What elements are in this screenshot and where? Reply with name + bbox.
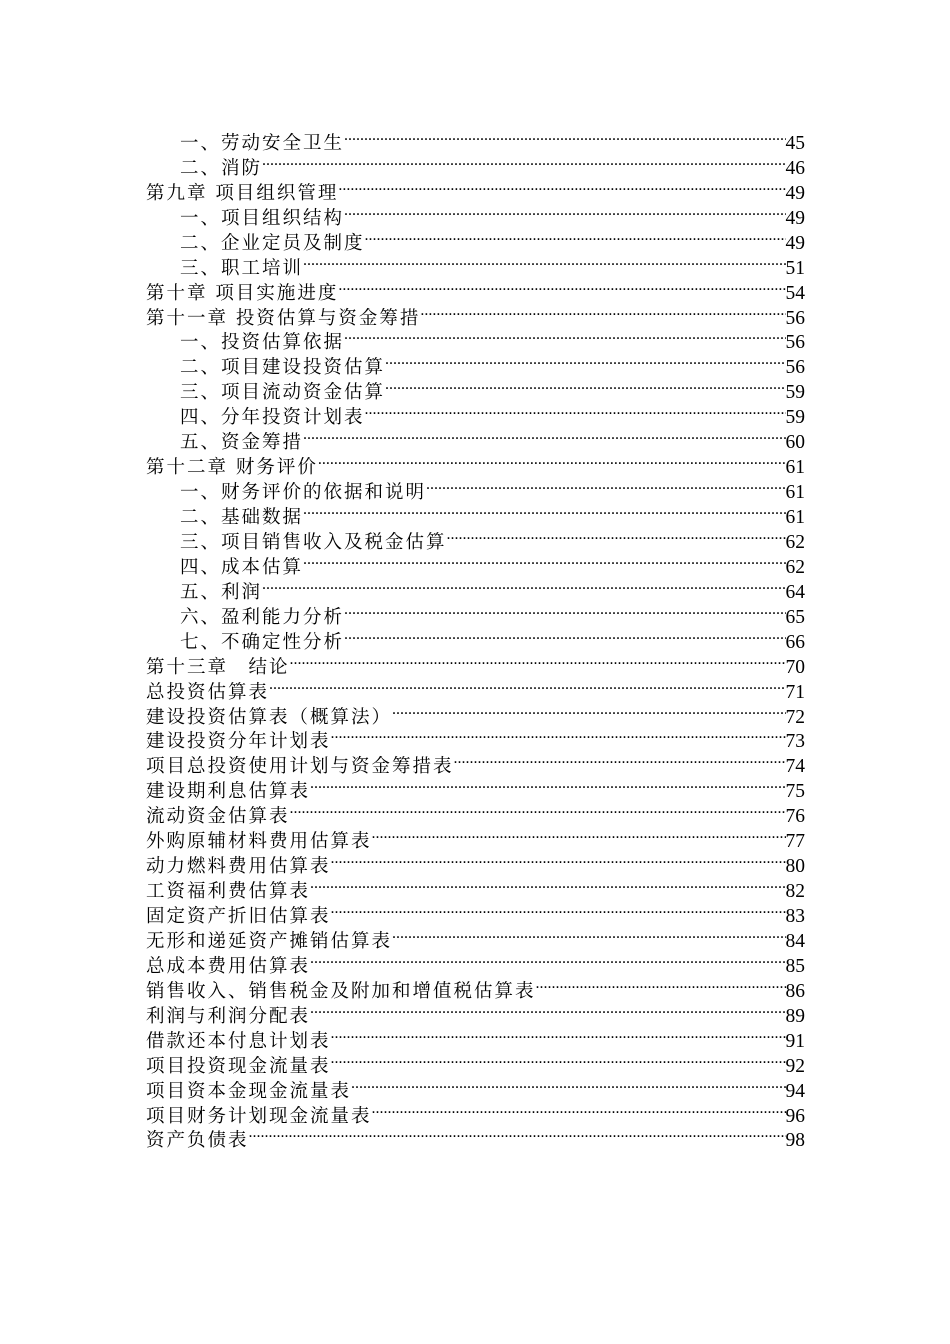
toc-entry-label: 五、利润 <box>180 581 263 603</box>
toc-leader-dots <box>331 723 786 748</box>
toc-entry-label: 项目财务计划现金流量表 <box>146 1105 372 1127</box>
toc-entry-label: 第十二章 财务评价 <box>146 457 318 479</box>
toc-entry-page: 76 <box>785 806 805 828</box>
toc-leader-dots <box>310 997 785 1022</box>
toc-entry-page: 77 <box>785 831 805 853</box>
toc-leader-dots <box>310 947 785 972</box>
toc-entry-label: 建设期利息估算表 <box>146 781 311 803</box>
toc-leader-dots <box>331 847 786 872</box>
toc-entry-label: 一、项目组织结构 <box>180 207 345 229</box>
toc-entry-page: 89 <box>785 1005 805 1027</box>
toc-leader-dots <box>344 324 785 349</box>
toc-leader-dots <box>454 747 786 772</box>
toc-leader-dots <box>262 149 785 174</box>
toc-entry-page: 49 <box>785 232 805 254</box>
toc-leader-dots <box>331 1022 786 1047</box>
toc-entry-label: 外购原辅材料费用估算表 <box>146 831 372 853</box>
toc-entry-label: 建设投资分年计划表 <box>146 731 331 753</box>
toc-entry-label: 流动资金估算表 <box>146 806 290 828</box>
toc-entry-page: 70 <box>785 656 805 678</box>
toc-entry-page: 49 <box>785 207 805 229</box>
toc-leader-dots <box>420 299 785 324</box>
toc-leader-dots <box>310 872 785 897</box>
toc-entry-label: 一、投资估算依据 <box>180 332 345 354</box>
toc-leader-dots <box>262 573 785 598</box>
toc-entry-label: 一、劳动安全卫生 <box>180 132 345 154</box>
toc-entry-page: 83 <box>785 906 805 927</box>
toc-entry-label: 资产负债表 <box>146 1130 249 1152</box>
toc-leader-dots <box>338 174 785 199</box>
toc-entry-label: 销售收入、销售税金及附加和增值税估算表 <box>146 980 536 1002</box>
toc-entry-label: 第十三章 结论 <box>146 656 290 678</box>
toc-leader-dots <box>426 473 785 498</box>
toc-entry-page: 66 <box>785 631 805 653</box>
toc-entry-page: 86 <box>785 980 805 1002</box>
toc-entry-page: 96 <box>785 1105 805 1127</box>
toc-entry-label: 二、消防 <box>180 157 263 179</box>
toc-entry-page: 98 <box>785 1130 805 1152</box>
toc-entry-page: 82 <box>785 881 805 903</box>
toc-leader-dots <box>351 1072 785 1097</box>
toc-entry-label: 二、基础数据 <box>180 507 304 528</box>
toc-entry-page: 46 <box>785 157 805 179</box>
toc-entry-page: 60 <box>785 432 805 454</box>
toc-entry-page: 84 <box>785 930 805 952</box>
toc-entry-page: 62 <box>785 556 805 578</box>
toc-leader-dots <box>365 224 786 249</box>
toc-leader-dots <box>331 1047 786 1072</box>
toc-entry-page: 92 <box>785 1055 805 1077</box>
toc-entry-page: 80 <box>785 856 805 878</box>
toc-entry[interactable] <box>146 124 805 154</box>
toc-leader-dots <box>303 498 785 523</box>
toc-entry-label: 利润与利润分配表 <box>146 1005 311 1027</box>
toc-entry-page: 75 <box>785 781 805 803</box>
toc-entry-label: 六、盈利能力分析 <box>180 606 345 628</box>
toc-entry-label: 借款还本付息计划表 <box>146 1030 331 1052</box>
toc-entry-label: 建设投资估算表（概算法） <box>146 706 393 728</box>
toc-leader-dots <box>536 972 786 997</box>
toc-entry-page: 62 <box>785 531 805 553</box>
toc-entry-label: 七、不确定性分析 <box>180 631 345 653</box>
table-of-contents <box>146 124 805 1152</box>
toc-entry-label: 第九章 项目组织管理 <box>146 182 339 204</box>
toc-entry-page: 73 <box>785 731 805 753</box>
toc-leader-dots <box>372 822 786 847</box>
toc-entry-page: 56 <box>785 332 805 354</box>
toc-entry-label: 第十一章 投资估算与资金筹措 <box>146 307 421 329</box>
toc-entry-label: 项目资本金现金流量表 <box>146 1080 352 1102</box>
toc-entry-label: 二、项目建设投资估算 <box>180 357 386 379</box>
toc-entry-label: 五、资金筹措 <box>180 432 304 454</box>
toc-leader-dots <box>385 348 785 373</box>
toc-leader-dots <box>338 274 785 299</box>
toc-leader-dots <box>290 797 786 822</box>
toc-leader-dots <box>344 124 785 149</box>
toc-leader-dots <box>269 673 785 698</box>
toc-entry-page: 61 <box>785 507 805 528</box>
toc-leader-dots <box>372 1097 786 1122</box>
toc-entry-page: 45 <box>785 132 805 154</box>
toc-leader-dots <box>385 373 785 398</box>
toc-entry-label: 总成本费用估算表 <box>146 955 311 977</box>
toc-entry-label: 工资福利费估算表 <box>146 881 311 903</box>
toc-leader-dots <box>392 698 785 723</box>
toc-leader-dots <box>318 448 786 473</box>
toc-entry-label: 总投资估算表 <box>146 681 270 703</box>
toc-leader-dots <box>392 922 785 947</box>
toc-entry-page: 61 <box>785 482 805 504</box>
toc-entry-label: 四、分年投资计划表 <box>180 407 365 429</box>
toc-entry-label: 三、职工培训 <box>180 257 304 279</box>
toc-entry-page: 51 <box>785 257 805 279</box>
toc-leader-dots <box>303 423 785 448</box>
toc-leader-dots <box>447 523 786 548</box>
toc-entry-label: 动力燃料费用估算表 <box>146 856 331 878</box>
toc-entry-label: 项目总投资使用计划与资金筹措表 <box>146 756 454 778</box>
toc-entry-page: 56 <box>785 357 805 379</box>
toc-entry-label: 三、项目销售收入及税金估算 <box>180 531 447 553</box>
toc-entry-label: 第十章 项目实施进度 <box>146 282 339 304</box>
toc-entry-page: 72 <box>785 706 805 728</box>
toc-entry-page: 64 <box>785 581 805 603</box>
toc-leader-dots <box>344 623 785 648</box>
toc-entry-label: 二、企业定员及制度 <box>180 232 365 254</box>
toc-entry-page: 56 <box>785 307 805 329</box>
toc-entry-page: 49 <box>785 182 805 204</box>
toc-leader-dots <box>344 199 785 224</box>
toc-entry-page: 71 <box>785 681 805 703</box>
toc-leader-dots <box>249 1122 786 1147</box>
toc-leader-dots <box>303 249 785 274</box>
toc-entry-page: 91 <box>785 1030 805 1052</box>
toc-leader-dots <box>365 398 786 423</box>
toc-entry-page: 65 <box>785 606 805 628</box>
toc-entry-page: 61 <box>785 457 805 479</box>
toc-entry-page: 59 <box>785 407 805 429</box>
toc-entry-page: 59 <box>785 382 805 404</box>
toc-entry-label: 四、成本估算 <box>180 556 304 578</box>
toc-entry-label: 项目投资现金流量表 <box>146 1055 331 1077</box>
toc-leader-dots <box>344 598 785 623</box>
toc-entry-page: 94 <box>785 1080 805 1102</box>
toc-entry-page: 54 <box>785 282 805 304</box>
toc-entry-label: 无形和递延资产摊销估算表 <box>146 930 393 952</box>
toc-leader-dots <box>310 772 785 797</box>
toc-entry-label: 一、财务评价的依据和说明 <box>180 482 427 504</box>
toc-entry-page: 74 <box>785 756 805 778</box>
toc-leader-dots <box>290 648 786 673</box>
toc-entry-label: 三、项目流动资金估算 <box>180 382 386 404</box>
toc-leader-dots <box>331 897 786 922</box>
toc-leader-dots <box>303 548 785 573</box>
toc-entry-label: 固定资产折旧估算表 <box>146 906 331 927</box>
toc-entry-page: 85 <box>785 955 805 977</box>
